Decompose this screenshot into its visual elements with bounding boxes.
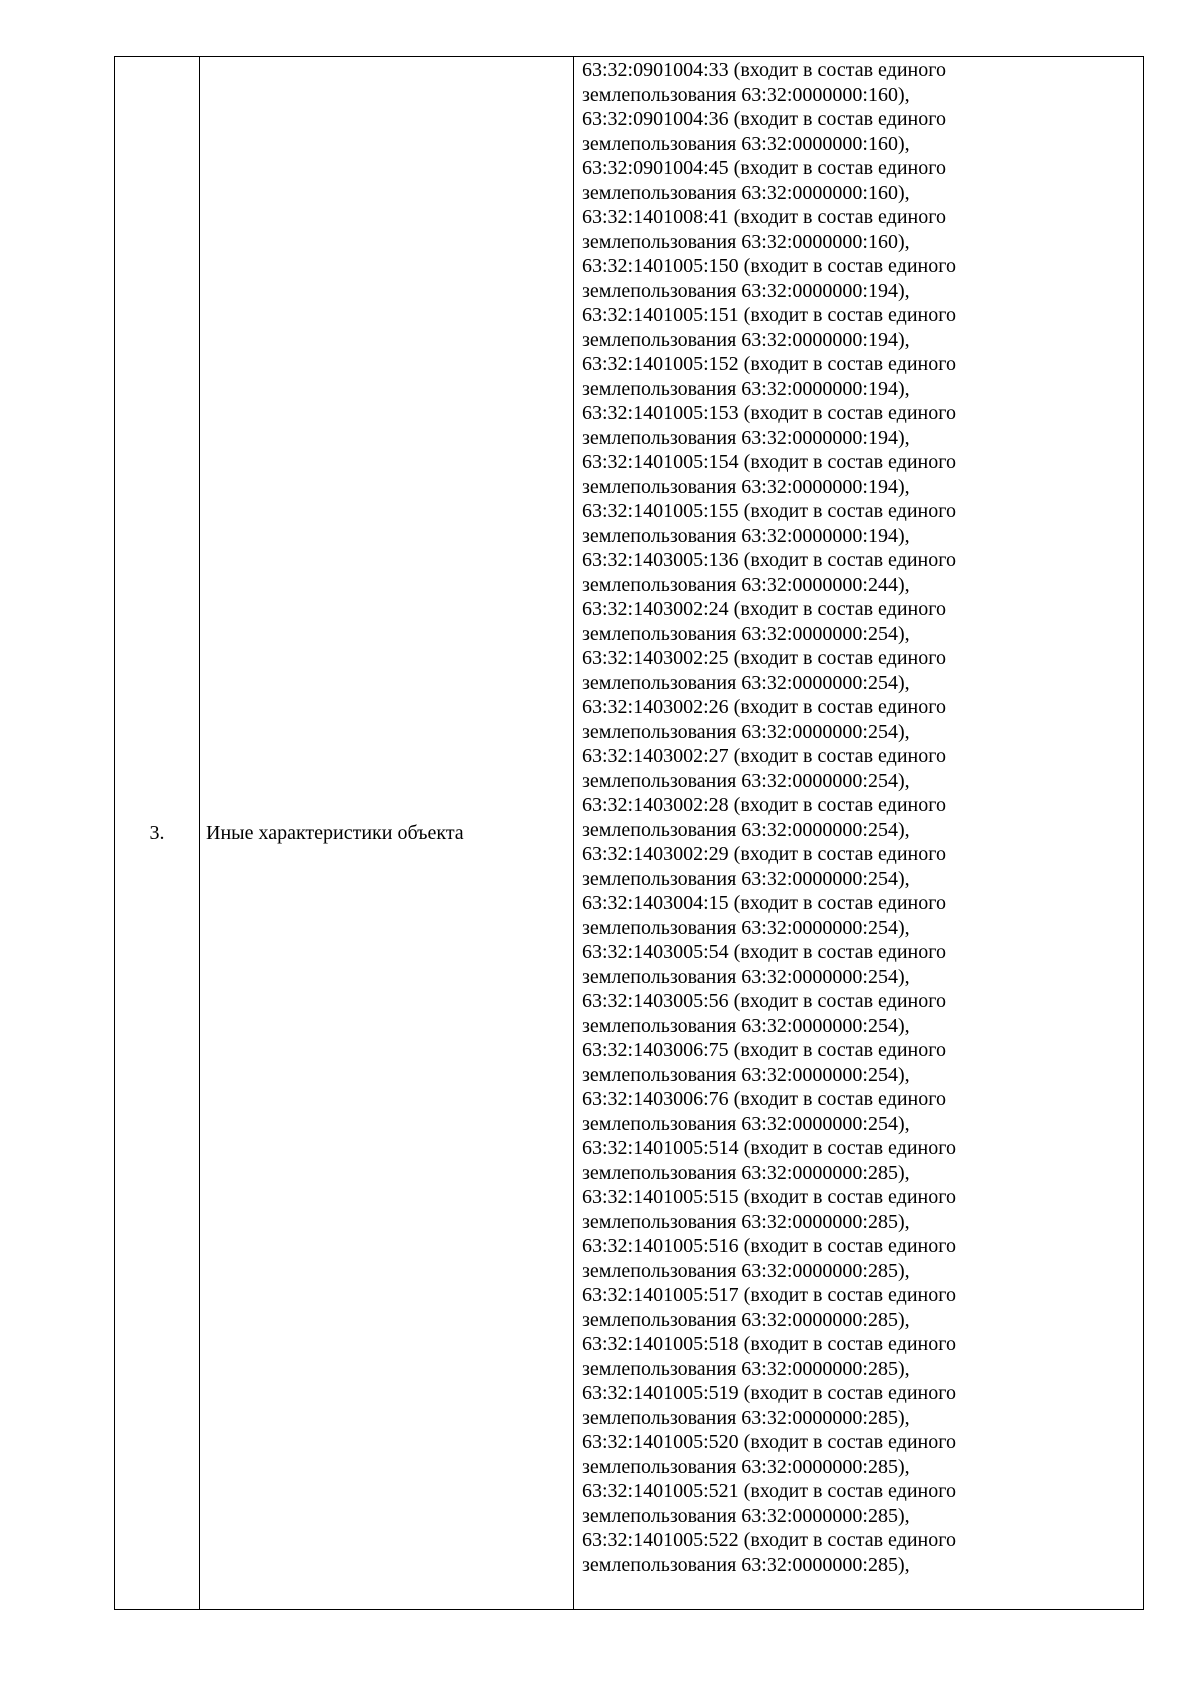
list-item: 63:32:0901004:33 (входит в состав единого xyxy=(582,59,946,81)
list-item: 63:32:1401005:151 (входит в состав единого xyxy=(582,304,956,326)
list-item: 63:32:1403002:28 (входит в состав единого xyxy=(582,794,946,816)
list-item: 63:32:1403004:15 (входит в состав единого xyxy=(582,892,946,914)
list-item: землепользования 63:32:0000000:254), xyxy=(582,1063,910,1086)
list-item: землепользования 63:32:0000000:254), xyxy=(582,1014,910,1037)
list-item: землепользования 63:32:0000000:285), xyxy=(582,1406,910,1429)
row-name: Иные характеристики объекта xyxy=(200,57,574,1610)
list-item: землепользования 63:32:0000000:244), xyxy=(582,573,910,596)
list-item: 63:32:1401005:519 (входит в состав единого xyxy=(582,1382,956,1404)
list-item: 63:32:1401008:41 (входит в состав единого xyxy=(582,206,946,228)
list-item: 63:32:1401005:517 (входит в состав единого xyxy=(582,1284,956,1306)
list-item: 63:32:1403005:54 (входит в состав единого xyxy=(582,941,946,963)
list-item: землепользования 63:32:0000000:254), xyxy=(582,671,910,694)
list-item: землепользования 63:32:0000000:285), xyxy=(582,1357,910,1380)
list-item: землепользования 63:32:0000000:194), xyxy=(582,328,910,351)
list-item: землепользования 63:32:0000000:160), xyxy=(582,230,910,253)
list-item: землепользования 63:32:0000000:194), xyxy=(582,475,910,498)
list-item: землепользования 63:32:0000000:285), xyxy=(582,1308,910,1331)
list-item: 63:32:1403002:29 (входит в состав единого xyxy=(582,843,946,865)
list-item: 63:32:1401005:155 (входит в состав единого xyxy=(582,500,956,522)
list-item: 63:32:1401005:514 (входит в состав единого xyxy=(582,1137,956,1159)
row-number: 3. xyxy=(115,57,200,1610)
list-item: 63:32:1401005:518 (входит в состав единого xyxy=(582,1333,956,1355)
list-item: землепользования 63:32:0000000:194), xyxy=(582,524,910,547)
list-item: землепользования 63:32:0000000:285), xyxy=(582,1259,910,1282)
list-item: 63:32:1401005:515 (входит в состав единого xyxy=(582,1186,956,1208)
list-item: землепользования 63:32:0000000:254), xyxy=(582,867,910,890)
list-item: землепользования 63:32:0000000:285), xyxy=(582,1210,910,1233)
list-item: 63:32:1401005:153 (входит в состав единого xyxy=(582,402,956,424)
characteristics-table xyxy=(114,56,1144,1610)
list-item: 63:32:1403006:76 (входит в состав единого xyxy=(582,1088,946,1110)
list-item: 63:32:1403002:25 (входит в состав единого xyxy=(582,647,946,669)
list-item: 63:32:0901004:45 (входит в состав единого xyxy=(582,157,946,179)
list-item: 63:32:1401005:522 (входит в состав единого xyxy=(582,1529,956,1551)
list-item: 63:32:1401005:516 (входит в состав единого xyxy=(582,1235,956,1257)
list-item: 63:32:1401005:154 (входит в состав единого xyxy=(582,451,956,473)
list-item: 63:32:1403002:24 (входит в состав единого xyxy=(582,598,946,620)
list-item: землепользования 63:32:0000000:254), xyxy=(582,622,910,645)
list-item: землепользования 63:32:0000000:160), xyxy=(582,132,910,155)
list-item: 63:32:1401005:152 (входит в состав единого xyxy=(582,353,956,375)
list-item: землепользования 63:32:0000000:285), xyxy=(582,1455,910,1478)
list-item: 63:32:1401005:521 (входит в состав единого xyxy=(582,1480,956,1502)
list-item: землепользования 63:32:0000000:285), xyxy=(582,1161,910,1184)
table-row xyxy=(115,57,1144,1610)
list-item: землепользования 63:32:0000000:254), xyxy=(582,965,910,988)
list-item: 63:32:1401005:150 (входит в состав единого xyxy=(582,255,956,277)
list-item: землепользования 63:32:0000000:285), xyxy=(582,1553,910,1576)
list-item: землепользования 63:32:0000000:194), xyxy=(582,426,910,449)
list-item: землепользования 63:32:0000000:254), xyxy=(582,1112,910,1135)
list-item: 63:32:1403006:75 (входит в состав единого xyxy=(582,1039,946,1061)
list-item: землепользования 63:32:0000000:194), xyxy=(582,377,910,400)
list-item: 63:32:0901004:36 (входит в состав единого xyxy=(582,108,946,130)
list-item: землепользования 63:32:0000000:254), xyxy=(582,720,910,743)
list-item: землепользования 63:32:0000000:254), xyxy=(582,916,910,939)
list-item: землепользования 63:32:0000000:254), xyxy=(582,769,910,792)
list-item: 63:32:1403002:27 (входит в состав единого xyxy=(582,745,946,767)
list-item: землепользования 63:32:0000000:160), xyxy=(582,83,910,106)
list-item: землепользования 63:32:0000000:160), xyxy=(582,181,910,204)
list-item: землепользования 63:32:0000000:254), xyxy=(582,818,910,841)
cadastral-number-list xyxy=(582,58,1143,1577)
row-value xyxy=(574,57,1144,1610)
list-item: землепользования 63:32:0000000:194), xyxy=(582,279,910,302)
list-item: 63:32:1403002:26 (входит в состав единого xyxy=(582,696,946,718)
list-item: 63:32:1403005:136 (входит в состав единого xyxy=(582,549,956,571)
list-item: землепользования 63:32:0000000:285), xyxy=(582,1504,910,1527)
list-item: 63:32:1403005:56 (входит в состав единого xyxy=(582,990,946,1012)
list-item: 63:32:1401005:520 (входит в состав единого xyxy=(582,1431,956,1453)
